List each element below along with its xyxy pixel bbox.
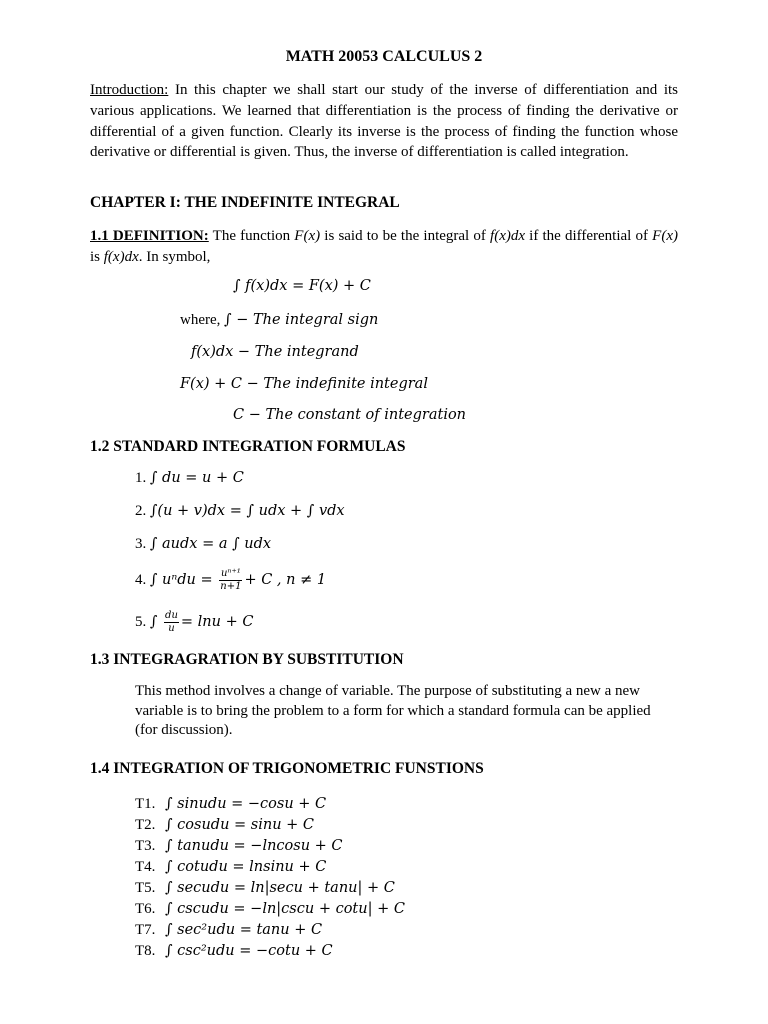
formula-expression: ∫ csc²udu = −cotu + C xyxy=(165,943,333,959)
formula-expression: ∫ audx = a ∫ udx xyxy=(149,536,272,552)
trig-formula-item xyxy=(135,922,322,939)
definition-main-equation: ∫ f(x)dx = F(x) + C xyxy=(233,278,371,294)
section-1-3-heading: 1.3 INTEGRAGRATION BY SUBSTITUTION xyxy=(90,651,404,668)
definition-term: F(x) xyxy=(652,228,678,244)
trig-formula-item xyxy=(135,901,405,918)
formula-fraction xyxy=(219,568,242,593)
formula-number: 4. xyxy=(135,571,147,588)
substitution-paragraph: This method involves a change of variable. The purpose of substituting a new a new variable is to bring the problem to a form for which a standard formula can be applied (for discussion). xyxy=(135,683,651,738)
formula-item xyxy=(135,470,244,487)
formula-item xyxy=(135,610,253,635)
definition-text: is xyxy=(90,248,104,265)
definition-text: is said to be the integral of xyxy=(320,228,491,244)
formula-number: 1. xyxy=(135,470,147,486)
formula-number: T2. xyxy=(135,817,156,833)
formula-expression: = lnu + C xyxy=(180,613,254,630)
formula-expression: ∫ tanudu = −lncosu + C xyxy=(165,838,343,854)
formula-number: T4. xyxy=(135,859,156,875)
introduction-label: Introduction: xyxy=(90,82,169,98)
definition-text: The function xyxy=(208,228,295,244)
formula-number: T6. xyxy=(135,901,156,917)
formula-number: 3. xyxy=(135,536,147,552)
where-label: where, xyxy=(180,312,221,328)
formula-expression: ∫ secudu = ln|secu + tanu| + C xyxy=(165,880,395,896)
formula-expression: ∫ uⁿdu = xyxy=(149,571,218,588)
formula-number: T7. xyxy=(135,922,156,938)
formula-expression: ∫ du = u + C xyxy=(149,470,244,486)
definition-term: f(x)dx xyxy=(103,248,139,265)
fraction-denominator: u xyxy=(168,623,175,634)
formula-expression: ∫ cosudu = sinu + C xyxy=(165,817,315,833)
where-line xyxy=(180,312,378,329)
trig-formula-item xyxy=(135,817,314,834)
page-title: MATH 20053 CALCULUS 2 xyxy=(285,48,483,65)
formula-expression: ∫(u + v)dx = ∫ udx + ∫ vdx xyxy=(149,503,345,519)
definition-paragraph xyxy=(90,226,678,268)
definition-text: . In symbol, xyxy=(138,248,211,265)
section-1-4-heading: 1.4 INTEGRATION OF TRIGONOMETRIC FUNSTIONS xyxy=(90,760,484,777)
trig-formula-item xyxy=(135,859,326,876)
formula-item xyxy=(135,503,345,520)
formula-expression: ∫ cscudu = −ln|cscu + cotu| + C xyxy=(165,901,405,917)
formula-item xyxy=(135,536,271,553)
definition-label: 1.1 DEFINITION: xyxy=(90,228,209,244)
formula-number: T5. xyxy=(135,880,156,896)
formula-number: 5. xyxy=(135,613,147,630)
where-integrand: f(x)dx − The integrand xyxy=(191,344,359,360)
definition-term: F(x) xyxy=(294,228,321,244)
definition-term: f(x)dx xyxy=(490,228,526,244)
chapter-heading: CHAPTER I: THE INDEFINITE INTEGRAL xyxy=(90,194,400,211)
fraction-denominator: n+1 xyxy=(220,581,242,592)
trig-formula-item xyxy=(135,943,333,960)
formula-number: T3. xyxy=(135,838,156,854)
formula-number: T8. xyxy=(135,943,156,959)
trig-formula-item xyxy=(135,796,326,813)
formula-fraction xyxy=(164,610,179,635)
formula-expression: ∫ sec²udu = tanu + C xyxy=(165,922,323,938)
section-1-2-heading: 1.2 STANDARD INTEGRATION FORMULAS xyxy=(90,438,406,455)
trig-formula-item xyxy=(135,880,395,897)
formula-expression: ∫ sinudu = −cosu + C xyxy=(165,796,327,812)
where-constant: C − The constant of integration xyxy=(233,407,467,423)
formula-number: T1. xyxy=(135,796,156,812)
formula-number: 2. xyxy=(135,503,147,519)
where-integral-sign: ∫ − The integral sign xyxy=(224,312,379,328)
definition-text: if the differential of xyxy=(525,228,653,244)
formula-expression: + C , n ≠ 1 xyxy=(244,571,327,588)
formula-expression: ∫ xyxy=(149,613,163,630)
trig-formula-item xyxy=(135,838,343,855)
fraction-numerator: uⁿ⁺¹ xyxy=(220,568,241,579)
where-indefinite-integral: F(x) + C − The indefinite integral xyxy=(180,376,428,392)
introduction-paragraph xyxy=(90,80,678,163)
fraction-numerator: du xyxy=(165,610,178,621)
introduction-text: In this chapter we shall start our study of the inverse of differentiation and its various applications. We learned that differentiation is the process of finding the derivative or differential of a given function. Clearly its inverse is the process of finding the function whose derivative or differential is given. Thus, the inverse of differentiation is called integration. xyxy=(90,82,678,161)
formula-item xyxy=(135,568,326,593)
formula-expression: ∫ cotudu = lnsinu + C xyxy=(165,859,327,875)
